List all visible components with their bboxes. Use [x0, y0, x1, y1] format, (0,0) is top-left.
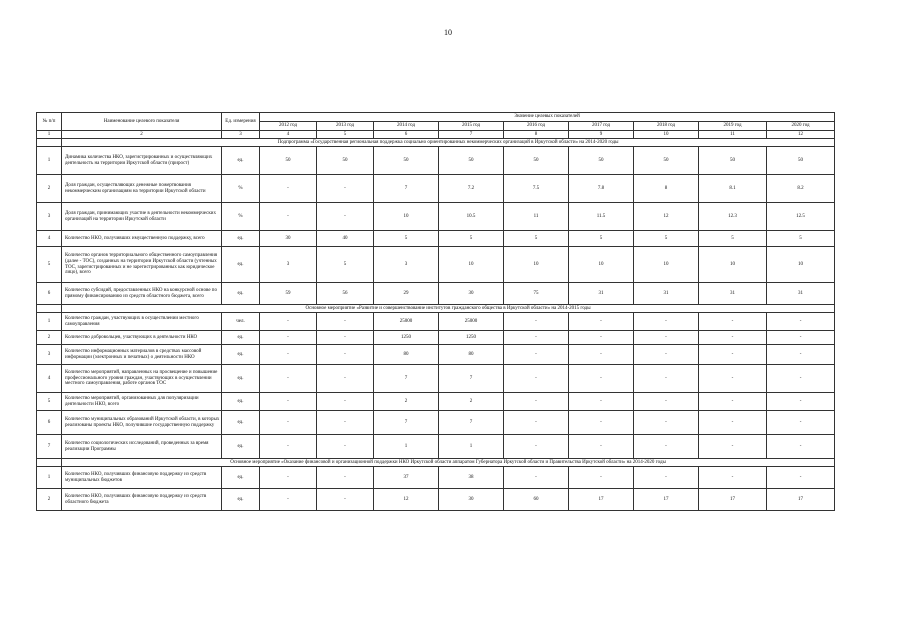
indicator-value: -	[699, 393, 767, 411]
indicator-value: -	[634, 435, 699, 459]
indicator-number: 6	[37, 283, 62, 305]
indicator-value: 50	[504, 147, 569, 175]
indicator-number: 1	[37, 467, 62, 489]
indicator-value: 1250	[439, 331, 504, 345]
indicator-value: 5	[374, 231, 439, 247]
indicator-value: 11.5	[569, 203, 634, 231]
indicator-value: 7	[439, 365, 504, 393]
indicator-value: 5	[317, 247, 374, 283]
header-year: 2019 год	[699, 122, 767, 131]
indicator-value: -	[260, 203, 317, 231]
indicator-unit: ед.	[222, 345, 260, 365]
header-year: 2016 год	[504, 122, 569, 131]
indicator-unit: ед.	[222, 411, 260, 435]
indicator-value: 8	[634, 175, 699, 203]
indicator-value: -	[569, 313, 634, 331]
indicator-value: -	[634, 345, 699, 365]
indicator-row	[37, 467, 835, 489]
indicator-name: Количество НКО, получивших имущественную поддержку, всего	[62, 231, 222, 247]
indicator-value: -	[317, 411, 374, 435]
indicator-value: 17	[634, 489, 699, 511]
indicator-value: 5	[569, 231, 634, 247]
indicator-value: 50	[634, 147, 699, 175]
indicator-unit: ед.	[222, 435, 260, 459]
column-index-cell: 12	[767, 131, 835, 139]
indicator-value: 10	[767, 247, 835, 283]
header-year: 2018 год	[634, 122, 699, 131]
indicator-unit: ед.	[222, 489, 260, 511]
indicator-value: 31	[569, 283, 634, 305]
indicator-value: -	[569, 467, 634, 489]
indicator-value: -	[569, 435, 634, 459]
indicator-value: 50	[699, 147, 767, 175]
indicator-value: -	[699, 435, 767, 459]
indicator-number: 1	[37, 313, 62, 331]
indicator-value: 17	[699, 489, 767, 511]
indicator-value: 10	[439, 247, 504, 283]
indicator-value: 25000	[439, 313, 504, 331]
header-year: 2012 год	[260, 122, 317, 131]
indicator-number: 2	[37, 489, 62, 511]
indicator-number: 3	[37, 345, 62, 365]
column-index-cell: 11	[699, 131, 767, 139]
indicator-value: 5	[767, 231, 835, 247]
indicator-value: 1	[374, 435, 439, 459]
header-year: 2014 год	[374, 122, 439, 131]
column-index-cell: 1	[37, 131, 62, 139]
indicator-value: -	[569, 411, 634, 435]
indicator-value: 5	[504, 231, 569, 247]
indicator-value: 17	[569, 489, 634, 511]
indicator-value: -	[317, 313, 374, 331]
indicator-value: -	[504, 345, 569, 365]
indicator-number: 2	[37, 331, 62, 345]
indicator-value: -	[260, 175, 317, 203]
indicator-value: 5	[634, 231, 699, 247]
indicator-value: 25000	[374, 313, 439, 331]
indicator-value: 59	[260, 283, 317, 305]
column-index-cell: 2	[62, 131, 222, 139]
indicator-value: 7	[374, 175, 439, 203]
indicator-row	[37, 393, 835, 411]
indicator-value: -	[699, 411, 767, 435]
indicator-value: 10	[699, 247, 767, 283]
indicator-row	[37, 345, 835, 365]
indicator-number: 3	[37, 203, 62, 231]
indicator-value: -	[504, 467, 569, 489]
indicator-value: -	[569, 331, 634, 345]
indicator-value: -	[504, 393, 569, 411]
indicator-value: -	[504, 435, 569, 459]
indicator-value: -	[317, 365, 374, 393]
indicator-value: -	[317, 467, 374, 489]
indicator-value: -	[260, 313, 317, 331]
indicator-number: 4	[37, 231, 62, 247]
header-unit: Ед. измерения	[222, 113, 260, 131]
column-index-row	[37, 131, 835, 139]
indicator-row	[37, 435, 835, 459]
indicator-row	[37, 331, 835, 345]
indicator-row	[37, 313, 835, 331]
indicator-name: Количество НКО, получивших финансовую поддержку из средств муниципальных бюджетов	[62, 467, 222, 489]
indicator-value: 7.5	[504, 175, 569, 203]
column-index-cell: 3	[222, 131, 260, 139]
indicator-value: 38	[439, 467, 504, 489]
indicator-value: -	[767, 313, 835, 331]
indicator-value: 50	[569, 147, 634, 175]
indicator-value: -	[699, 345, 767, 365]
indicator-value: -	[767, 467, 835, 489]
indicator-value: 12.3	[699, 203, 767, 231]
indicator-value: 50	[260, 147, 317, 175]
indicator-name: Количество социологических исследований, проведенных за время реализации Программы	[62, 435, 222, 459]
indicator-value: 8.1	[699, 175, 767, 203]
indicator-value: 12.5	[767, 203, 835, 231]
header-row	[37, 113, 835, 122]
indicator-row	[37, 283, 835, 305]
indicator-value: 30	[439, 283, 504, 305]
section-title-row	[37, 139, 835, 147]
indicator-unit: ед.	[222, 331, 260, 345]
page-number: 10	[444, 28, 452, 37]
column-index-cell: 9	[569, 131, 634, 139]
indicator-value: 56	[317, 283, 374, 305]
indicator-value: 50	[317, 147, 374, 175]
header-year: 2013 год	[317, 122, 374, 131]
indicator-value: 7.8	[569, 175, 634, 203]
header-year: 2017 год	[569, 122, 634, 131]
indicator-unit: чел.	[222, 313, 260, 331]
indicator-unit: ед.	[222, 247, 260, 283]
indicator-value: 12	[374, 489, 439, 511]
indicator-value: 10	[374, 203, 439, 231]
indicator-value: -	[260, 467, 317, 489]
indicator-value: 7	[374, 411, 439, 435]
indicator-value: -	[767, 331, 835, 345]
section-title: Основное мероприятие «Оказание финансовой и организационной поддержки НКО Иркутской области аппаратом Губернатора Иркутской области и Правительства Иркутской области» на 2014-2020 годы	[62, 459, 835, 467]
indicator-value: -	[699, 365, 767, 393]
indicator-number: 7	[37, 435, 62, 459]
indicator-value: -	[767, 345, 835, 365]
indicator-value: -	[504, 411, 569, 435]
indicator-value: 10	[569, 247, 634, 283]
indicator-value: 8.2	[767, 175, 835, 203]
indicator-value: 37	[374, 467, 439, 489]
section-blank-cell	[37, 305, 62, 313]
indicator-value: 10	[504, 247, 569, 283]
indicator-row	[37, 489, 835, 511]
indicator-row	[37, 247, 835, 283]
indicator-value: -	[634, 393, 699, 411]
indicator-unit: ед.	[222, 147, 260, 175]
indicator-value: -	[699, 331, 767, 345]
indicator-value: -	[260, 489, 317, 511]
indicator-value: -	[767, 393, 835, 411]
indicator-name: Количество НКО, получивших финансовую поддержку из средств областного бюджета	[62, 489, 222, 511]
indicator-value: 2	[439, 393, 504, 411]
indicator-unit: ед.	[222, 467, 260, 489]
indicator-number: 5	[37, 393, 62, 411]
indicator-value: -	[317, 435, 374, 459]
target-indicators-table	[36, 112, 835, 511]
header-values-group: Значение целевых показателей	[260, 113, 835, 122]
indicator-value: -	[260, 435, 317, 459]
indicator-value: 5	[439, 231, 504, 247]
indicator-number: 2	[37, 175, 62, 203]
indicator-value: -	[634, 411, 699, 435]
indicator-value: 50	[439, 147, 504, 175]
indicator-value: -	[317, 489, 374, 511]
indicator-value: 7	[439, 411, 504, 435]
indicator-name: Количество муниципальных образований Иркутской области, в которых реализованы проекты НКО, получившие государственную поддержку	[62, 411, 222, 435]
header-year: 2020 год	[767, 122, 835, 131]
header-name: Наименование целевого показателя	[62, 113, 222, 131]
indicator-value: -	[317, 203, 374, 231]
indicator-row	[37, 411, 835, 435]
indicator-name: Количество мероприятий, направленных на просвещение и повышение профессионального уровня граждан, участвующих в осуществлении местного самоуправления, работе органов ТОС	[62, 365, 222, 393]
indicator-value: -	[569, 393, 634, 411]
column-index-cell: 5	[317, 131, 374, 139]
indicator-value: 30	[260, 231, 317, 247]
indicator-name: Количество органов территориального общественного самоуправления (далее - ТОС), созданных на территории Иркутской области (учтенных ТОС, зарегистрированных и не зарегистрированных как юридическое лицо), всего	[62, 247, 222, 283]
column-index-cell: 7	[439, 131, 504, 139]
section-title: Подпрограмма «Государственная региональная поддержка социально ориентированных некоммерческих организаций в Иркутской области» на 2014-2020 годы	[62, 139, 835, 147]
indicator-row	[37, 175, 835, 203]
indicator-value: 12	[634, 203, 699, 231]
indicator-value: -	[317, 175, 374, 203]
indicator-number: 5	[37, 247, 62, 283]
indicator-value: 17	[767, 489, 835, 511]
indicator-value: 10	[634, 247, 699, 283]
indicator-name: Количество информационных материалов в средствах массовой информации (электронных и печатных) о деятельности НКО	[62, 345, 222, 365]
indicator-value: -	[699, 313, 767, 331]
indicator-value: -	[504, 331, 569, 345]
section-title: Основное мероприятие «Развитие и совершенствование институтов гражданского общества в Иркутской области» на 2014-2015 годы	[62, 305, 835, 313]
indicator-number: 4	[37, 365, 62, 393]
column-index-cell: 10	[634, 131, 699, 139]
indicator-value: -	[260, 345, 317, 365]
indicator-value: 31	[767, 283, 835, 305]
indicator-value: 7.2	[439, 175, 504, 203]
indicator-value: -	[504, 313, 569, 331]
indicator-unit: %	[222, 175, 260, 203]
indicator-value: -	[634, 365, 699, 393]
indicator-value: -	[767, 435, 835, 459]
indicator-value: -	[569, 345, 634, 365]
indicator-unit: ед.	[222, 365, 260, 393]
indicator-value: -	[634, 467, 699, 489]
indicator-value: 3	[260, 247, 317, 283]
indicator-value: 75	[504, 283, 569, 305]
indicator-number: 6	[37, 411, 62, 435]
indicator-name: Количество субсидий, предоставленных НКО на конкурсной основе по прямому финансированию из средств областного бюджета, всего	[62, 283, 222, 305]
header-num: № п/п	[37, 113, 62, 131]
indicator-value: -	[767, 365, 835, 393]
indicator-unit: %	[222, 203, 260, 231]
indicator-unit: ед.	[222, 283, 260, 305]
indicator-row	[37, 231, 835, 247]
header-year: 2015 год	[439, 122, 504, 131]
indicator-name: Количество мероприятий, организованных для популяризации деятельности НКО, всего	[62, 393, 222, 411]
column-index-cell: 6	[374, 131, 439, 139]
indicator-value: 29	[374, 283, 439, 305]
indicator-value: -	[634, 313, 699, 331]
indicator-value: 40	[317, 231, 374, 247]
indicator-value: -	[260, 411, 317, 435]
indicator-number: 1	[37, 147, 62, 175]
indicator-name: Доля граждан, осуществляющих денежные пожертвования некоммерческим организациям на территории Иркутской области	[62, 175, 222, 203]
indicator-value: -	[260, 393, 317, 411]
column-index-cell: 4	[260, 131, 317, 139]
indicator-value: 50	[767, 147, 835, 175]
section-blank-cell	[37, 139, 62, 147]
section-blank-cell	[37, 459, 62, 467]
indicator-value: 1	[439, 435, 504, 459]
indicator-value: -	[260, 365, 317, 393]
indicator-value: -	[317, 393, 374, 411]
indicator-value: 50	[374, 147, 439, 175]
indicator-value: 60	[504, 489, 569, 511]
column-index-cell: 8	[504, 131, 569, 139]
indicator-value: 2	[374, 393, 439, 411]
indicator-value: 80	[439, 345, 504, 365]
indicator-row	[37, 147, 835, 175]
indicator-value: 31	[634, 283, 699, 305]
indicator-value: 10.5	[439, 203, 504, 231]
indicator-unit: ед.	[222, 393, 260, 411]
indicator-value: 30	[439, 489, 504, 511]
indicator-value: -	[317, 345, 374, 365]
indicator-name: Количество добровольцев, участвующих в деятельности НКО	[62, 331, 222, 345]
indicator-unit: ед.	[222, 231, 260, 247]
indicator-value: 1250	[374, 331, 439, 345]
indicator-value: 5	[699, 231, 767, 247]
section-title-row	[37, 305, 835, 313]
indicator-row	[37, 365, 835, 393]
indicator-name: Количество граждан, участвующих в осуществлении местного самоуправления	[62, 313, 222, 331]
indicator-name: Доля граждан, принимающих участие в деятельности некоммерческих организаций на территории Иркутской области	[62, 203, 222, 231]
indicator-name: Динамика количества НКО, зарегистрированных и осуществляющих деятельность на территории Иркутской области (прирост)	[62, 147, 222, 175]
indicator-value: 7	[374, 365, 439, 393]
indicator-value: -	[767, 411, 835, 435]
section-title-row	[37, 459, 835, 467]
indicator-value: 11	[504, 203, 569, 231]
indicator-value: -	[699, 467, 767, 489]
indicator-value: 80	[374, 345, 439, 365]
indicator-value: -	[504, 365, 569, 393]
indicator-value: 3	[374, 247, 439, 283]
indicator-row	[37, 203, 835, 231]
indicator-value: 31	[699, 283, 767, 305]
indicator-value: -	[260, 331, 317, 345]
indicator-value: -	[317, 331, 374, 345]
indicator-value: -	[634, 331, 699, 345]
indicator-value: -	[569, 365, 634, 393]
